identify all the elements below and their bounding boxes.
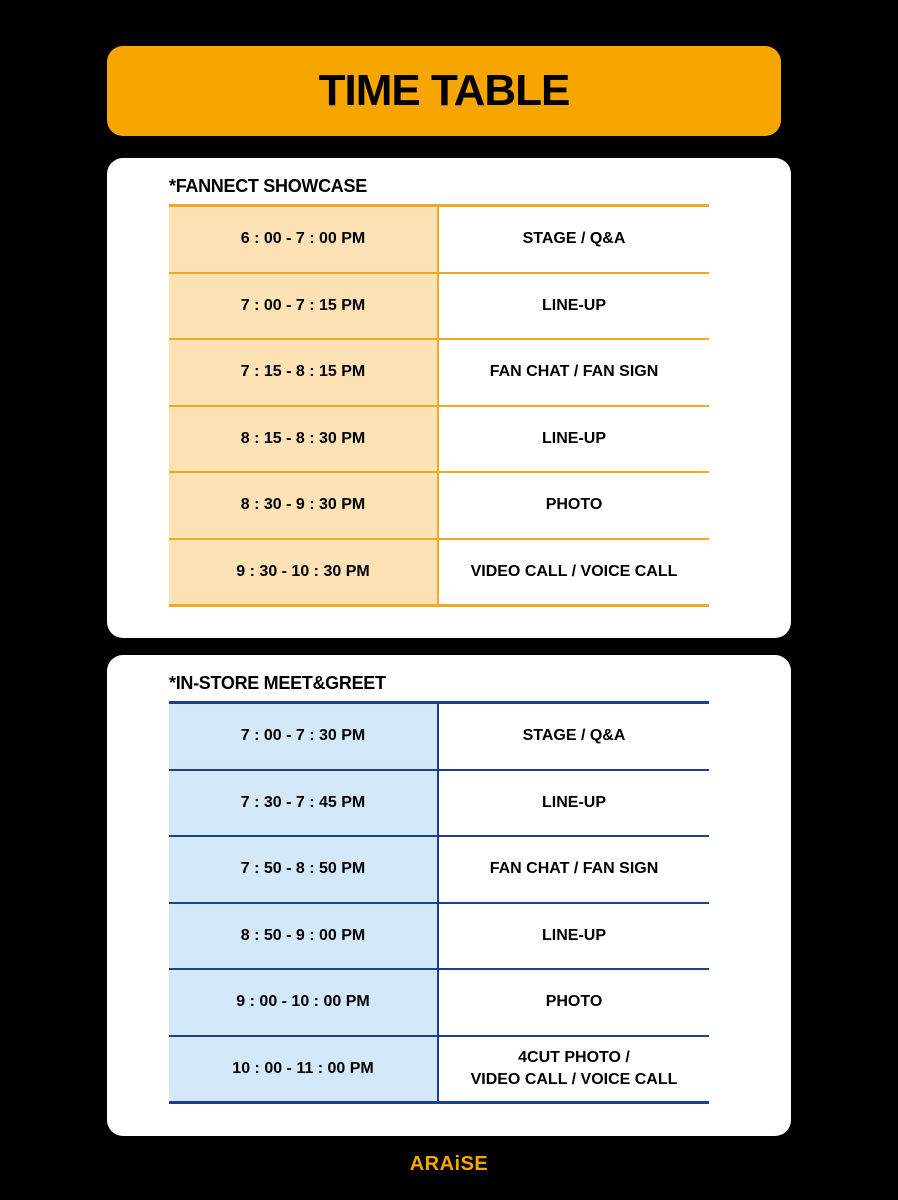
time-cell: 8 : 30 - 9 : 30 PM bbox=[169, 472, 438, 539]
activity-cell bbox=[438, 472, 709, 539]
activity-label: FAN CHAT / FAN SIGN bbox=[489, 860, 659, 878]
activity-cell bbox=[438, 903, 709, 970]
activity-cell bbox=[438, 770, 709, 837]
table-row bbox=[169, 703, 709, 770]
table-row bbox=[169, 969, 709, 1036]
activity-label: FAN CHAT / FAN SIGN bbox=[489, 363, 659, 381]
time-cell: 7 : 15 - 8 : 15 PM bbox=[169, 339, 438, 406]
activity-label: STAGE / Q&A bbox=[522, 230, 626, 248]
table-row bbox=[169, 206, 709, 273]
section-title-fannect-showcase: *FANNECT SHOWCASE bbox=[169, 176, 367, 196]
time-cell: 8 : 15 - 8 : 30 PM bbox=[169, 406, 438, 473]
title-banner bbox=[107, 46, 781, 136]
activity-cell bbox=[438, 206, 709, 273]
activity-cell bbox=[438, 1036, 709, 1103]
activity-label: VIDEO CALL / VOICE CALL bbox=[470, 1070, 678, 1088]
fannect-showcase-card bbox=[107, 158, 791, 638]
table-row bbox=[169, 539, 709, 606]
time-cell: 7 : 30 - 7 : 45 PM bbox=[169, 770, 438, 837]
activity-label: STAGE / Q&A bbox=[522, 727, 626, 745]
in-store-meet-greet-card bbox=[107, 655, 791, 1136]
activity-cell bbox=[438, 273, 709, 340]
time-cell: 8 : 50 - 9 : 00 PM bbox=[169, 903, 438, 970]
brand-logo-text: ARAiSE bbox=[409, 1153, 489, 1175]
activity-label: LINE-UP bbox=[542, 429, 606, 447]
table-row bbox=[169, 903, 709, 970]
time-cell: 9 : 00 - 10 : 00 PM bbox=[169, 969, 438, 1036]
table-row bbox=[169, 406, 709, 473]
activity-label: LINE-UP bbox=[542, 793, 606, 811]
activity-cell bbox=[438, 969, 709, 1036]
time-cell: 6 : 00 - 7 : 00 PM bbox=[169, 206, 438, 273]
table-row bbox=[169, 472, 709, 539]
activity-cell bbox=[438, 339, 709, 406]
table-row bbox=[169, 1036, 709, 1103]
activity-label: LINE-UP bbox=[542, 926, 606, 944]
table-row bbox=[169, 836, 709, 903]
fannect-showcase-table bbox=[169, 204, 709, 607]
time-cell: 7 : 00 - 7 : 30 PM bbox=[169, 703, 438, 770]
table-row bbox=[169, 770, 709, 837]
in-store-meet-greet-table bbox=[169, 701, 709, 1104]
section-title-in-store-meet-greet: *IN-STORE MEET&GREET bbox=[169, 673, 386, 693]
time-cell: 9 : 30 - 10 : 30 PM bbox=[169, 539, 438, 606]
time-cell: 7 : 50 - 8 : 50 PM bbox=[169, 836, 438, 903]
activity-label: LINE-UP bbox=[542, 296, 606, 314]
activity-label: PHOTO bbox=[545, 993, 603, 1011]
page-title: TIME TABLE bbox=[318, 66, 570, 115]
time-cell: 7 : 00 - 7 : 15 PM bbox=[169, 273, 438, 340]
activity-cell bbox=[438, 836, 709, 903]
table-row bbox=[169, 339, 709, 406]
activity-cell bbox=[438, 539, 709, 606]
activity-label: VIDEO CALL / VOICE CALL bbox=[470, 562, 678, 580]
activity-cell bbox=[438, 703, 709, 770]
time-cell: 10 : 00 - 11 : 00 PM bbox=[169, 1036, 438, 1103]
activity-label: 4CUT PHOTO / bbox=[518, 1048, 630, 1066]
table-row bbox=[169, 273, 709, 340]
activity-cell bbox=[438, 406, 709, 473]
activity-label: PHOTO bbox=[545, 496, 603, 514]
